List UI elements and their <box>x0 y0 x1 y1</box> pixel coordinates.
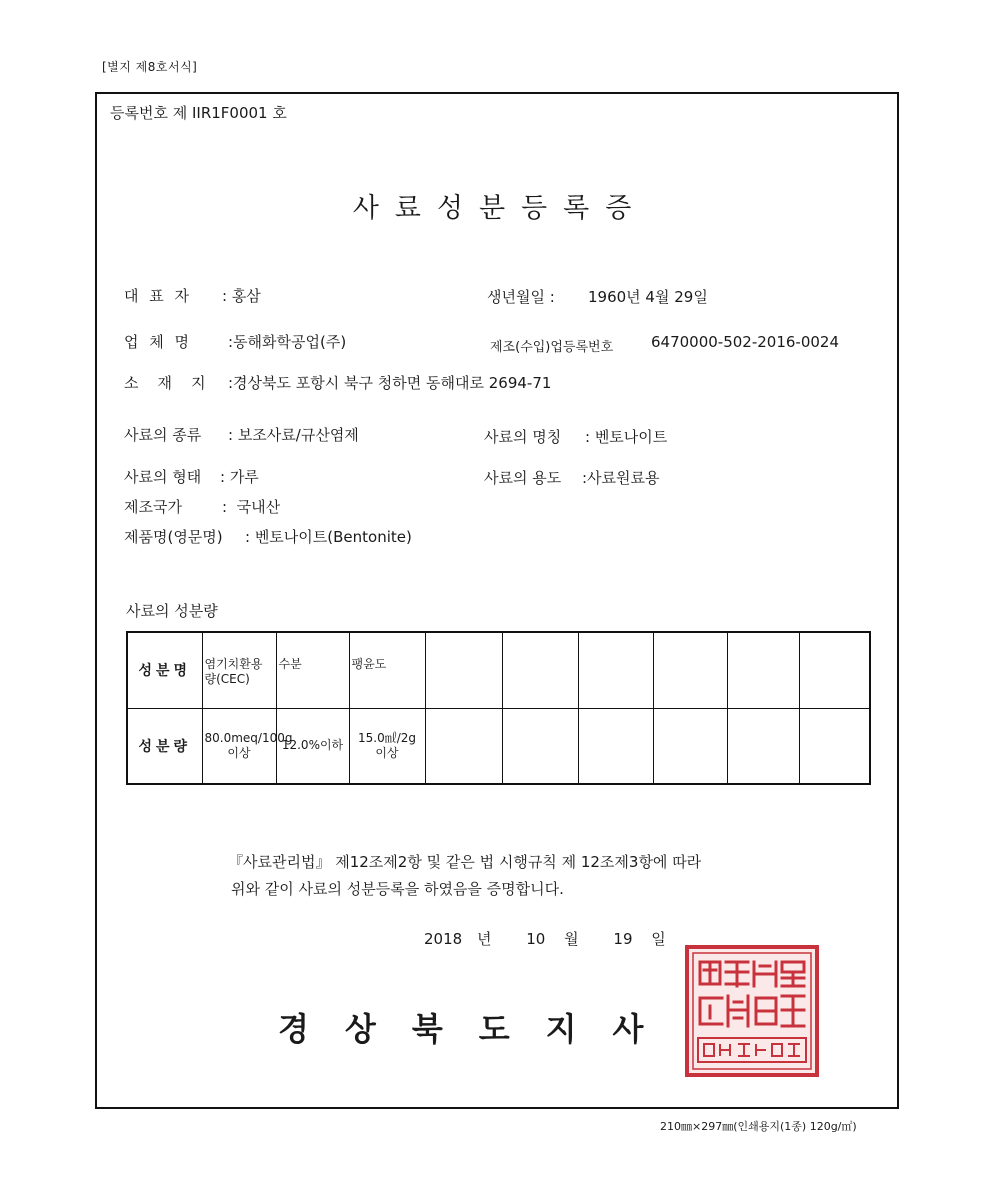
registration-number: 등록번호 제 IIR1F0001 호 <box>110 104 287 122</box>
component-amount <box>727 708 799 784</box>
component-name: 수분 <box>276 632 349 708</box>
component-amount: 80.0meq/100g이상 <box>202 708 276 784</box>
feed-form-value: : 가루 <box>220 468 259 486</box>
product-name-value: : 벤토나이트(Bentonite) <box>245 528 412 546</box>
component-amount: 12.0%이하 <box>276 708 349 784</box>
country-label: 제조국가 <box>124 498 182 516</box>
page-title: 사료성분등록증 <box>352 193 648 224</box>
component-amount <box>653 708 727 784</box>
component-name <box>653 632 727 708</box>
date-year-unit: 년 <box>476 930 492 948</box>
representative-label: 대 표 자 <box>124 287 193 305</box>
company-label: 업 체 명 <box>124 333 193 351</box>
composition-table <box>126 631 871 785</box>
mfg-registration-value: 6470000-502-2016-0024 <box>651 333 840 351</box>
date-day: 19 <box>613 930 633 948</box>
name-header: 성분명 <box>127 632 202 708</box>
composition-amount-row <box>127 708 870 784</box>
component-amount <box>502 708 578 784</box>
component-amount <box>578 708 653 784</box>
component-amount <box>799 708 870 784</box>
mfg-registration-label: 제조(수입)업등록번호 <box>490 340 614 355</box>
component-name <box>727 632 799 708</box>
address-label: 소 재 지 <box>124 374 206 392</box>
feed-name-value: : 벤토나이트 <box>585 428 668 446</box>
component-name: 염기치환용량(CEC) <box>202 632 276 708</box>
component-amount: 15.0㎖/2g 이상 <box>349 708 425 784</box>
product-name-label: 제품명(영문명) <box>124 528 223 546</box>
component-amount <box>425 708 502 784</box>
paper-specification: 210㎜×297㎜(인쇄용지(1종) 120g/㎡) <box>660 1120 857 1133</box>
statement-line-1: 『사료관리법』 제12조제2항 및 같은 법 시행규칙 제 12조제3항에 따라 <box>228 853 702 871</box>
feed-type-label: 사료의 종류 <box>124 426 202 444</box>
birthdate-label: 생년월일 : <box>487 288 555 306</box>
component-name <box>799 632 870 708</box>
component-name <box>578 632 653 708</box>
statement-line-2: 위와 같이 사료의 성분등록을 하였음을 증명합니다. <box>231 880 564 898</box>
date-month: 10 <box>526 930 546 948</box>
composition-name-row <box>127 632 870 708</box>
composition-section-label: 사료의 성분량 <box>126 602 218 620</box>
component-name: 팽윤도 <box>349 632 425 708</box>
feed-use-value: :사료원료용 <box>582 469 660 487</box>
component-name <box>502 632 578 708</box>
issue-date <box>424 928 666 949</box>
amount-header: 성분량 <box>127 708 202 784</box>
date-year: 2018 <box>424 930 463 948</box>
representative-value: : 홍삼 <box>222 287 261 305</box>
official-seal-icon <box>684 944 820 1078</box>
address-value: :경상북도 포항시 북구 청하면 동해대로 2694-71 <box>228 374 552 392</box>
feed-name-label: 사료의 명칭 <box>484 428 562 446</box>
feed-type-value: : 보조사료/규산염제 <box>228 426 359 444</box>
form-number: [별지 제8호서식] <box>102 60 198 74</box>
company-value: :동해화학공업(주) <box>228 333 347 351</box>
component-name <box>425 632 502 708</box>
feed-form-label: 사료의 형태 <box>124 468 202 486</box>
issuer-name: 경상북도지사 <box>278 1010 680 1048</box>
date-month-unit: 월 <box>564 930 579 948</box>
feed-use-label: 사료의 용도 <box>484 469 562 487</box>
country-value: : 국내산 <box>222 498 281 516</box>
date-day-unit: 일 <box>651 930 666 948</box>
birthdate-value: 1960년 4월 29일 <box>588 288 708 306</box>
